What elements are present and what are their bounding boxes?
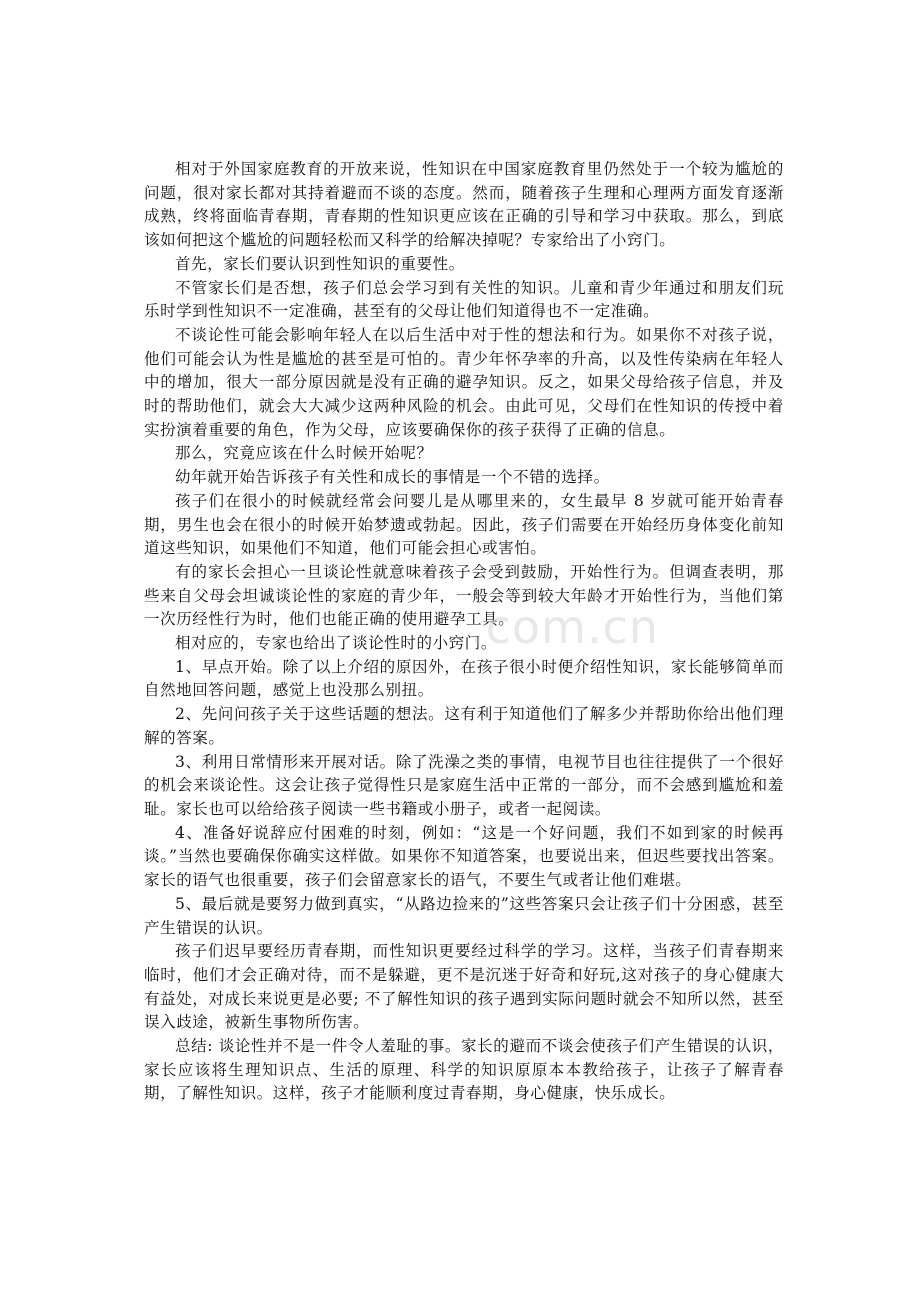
paragraph: 不谈论性可能会影响年轻人在以后生活中对于性的想法和行为。如果你不对孩子说，他们可能会认为性是尴尬的甚至是可怕的。青少年怀孕率的升高，以及性传染病在年轻人中的增加，很大一部分原因就是没有正确的避孕知识。反之，如果父母给孩子信息，并及时的帮助他们，就会大大减少这两种风险的机会。由此可见，父母们在性知识的传授中着实扮演着重要的角色，作为父母，应该要确保你的孩子获得了正确的信息。	[144, 325, 784, 439]
tip-item-4: 4、准备好说辞应付困难的时刻，例如：“这是一个好问题，我们不如到家的时候再谈。”当然也要确保你确实这样做。如果你不知道答案，也要说出来，但迟些要找出答案。家长的语气也很重要，孩子们会留意家长的语气，不要生气或者让他们难堪。	[144, 823, 784, 890]
tip-item-1: 1、早点开始。除了以上介绍的原因外，在孩子很小时便介绍性知识，家长能够简单而自然地回答问题，感觉上也没那么别扭。	[144, 657, 784, 700]
paragraph-question: 那么，究竟应该在什么时候开始呢？	[175, 444, 433, 463]
paragraph: 孩子们在很小的时候就经常会问婴儿是从哪里来的，女生最早 8 岁就可能开始青春期，男生也会在很小的时候开始梦遗或勃起。因此，孩子们需要在开始经历身体变化前知道这些知识，如果他们不知道，他们可能会担心或害怕。	[144, 491, 784, 558]
paragraph: 幼年就开始告诉孩子有关性和成长的事情是一个不错的选择。	[175, 468, 610, 487]
paragraph-first-point: 首先，家长们要认识到性知识的重要性。	[175, 254, 465, 273]
paragraph: 孩子们迟早要经历青春期，而性知识更要经过科学的学习。这样，当孩子们青春期来临时，他们才会正确对待，而不是躲避，更不是沉迷于好奇和好玩,这对孩子的身心健康大有益处，对成长来说更是必要; 不了解性知识的孩子遇到实际问题时就会不知所以然，甚至误入歧途，被新生事物所伤害。	[144, 942, 784, 1032]
document-body	[144, 158, 784, 1106]
paragraph: 不管家长们是否想，孩子们总会学习到有关性的知识。儿童和青少年通过和朋友们玩乐时学到性知识不一定准确，甚至有的父母让他们知道得也不一定准确。	[144, 278, 784, 321]
paragraph-tips-intro: 相对应的，专家也给出了谈论性时的小窍门。	[175, 634, 498, 653]
watermark: .com.cn	[470, 600, 659, 654]
tip-item-2: 2、先问问孩子关于这些话题的想法。这有利于知道他们了解多少并帮助你给出他们理解的答案。	[144, 705, 784, 747]
paragraph-intro: 相对于外国家庭教育的开放来说，性知识在中国家庭教育里仍然处于一个较为尴尬的问题，很对家长都对其持着避而不谈的态度。然而，随着孩子生理和心理两方面发育逐渐成熟，终将面临青春期，青春期的性知识更应该在正确的引导和学习中获取。那么，到底该如何把这个尴尬的问题轻松而又科学的给解决掉呢？专家给出了小窍门。	[144, 160, 784, 250]
tip-item-3: 3、利用日常情形来开展对话。除了洗澡之类的事情，电视节目也往往提供了一个很好的机会来谈论性。这会让孩子觉得性只是家庭生活中正常的一部分，而不会感到尴尬和羞耻。家长也可以给给孩子阅读一些书籍或小册子，或者一起阅读。	[144, 752, 784, 818]
tip-item-5: 5、最后就是要努力做到真实，“从路边捡来的”这些答案只会让孩子们十分困惑，甚至产生错误的认识。	[144, 894, 784, 937]
paragraph: 有的家长会担心一旦谈论性就意味着孩子会受到鼓励，开始性行为。但调查表明，那些来自父母会坦诚谈论性的家庭的青少年，一般会等到较大年龄才开始性行为，当他们第一次历经性行为时，他们也能正确的使用避孕工具。	[144, 562, 784, 629]
paragraph-summary: 总结: 谈论性并不是一件令人羞耻的事。家长的避而不谈会使孩子们产生错误的认识，家长应该将生理知识点、生活的原理、科学的知识原原本本教给孩子，让孩子了解青春期，了解性知识。这样，孩子才能顺利度过青春期，身心健康，快乐成长。	[144, 1037, 784, 1103]
